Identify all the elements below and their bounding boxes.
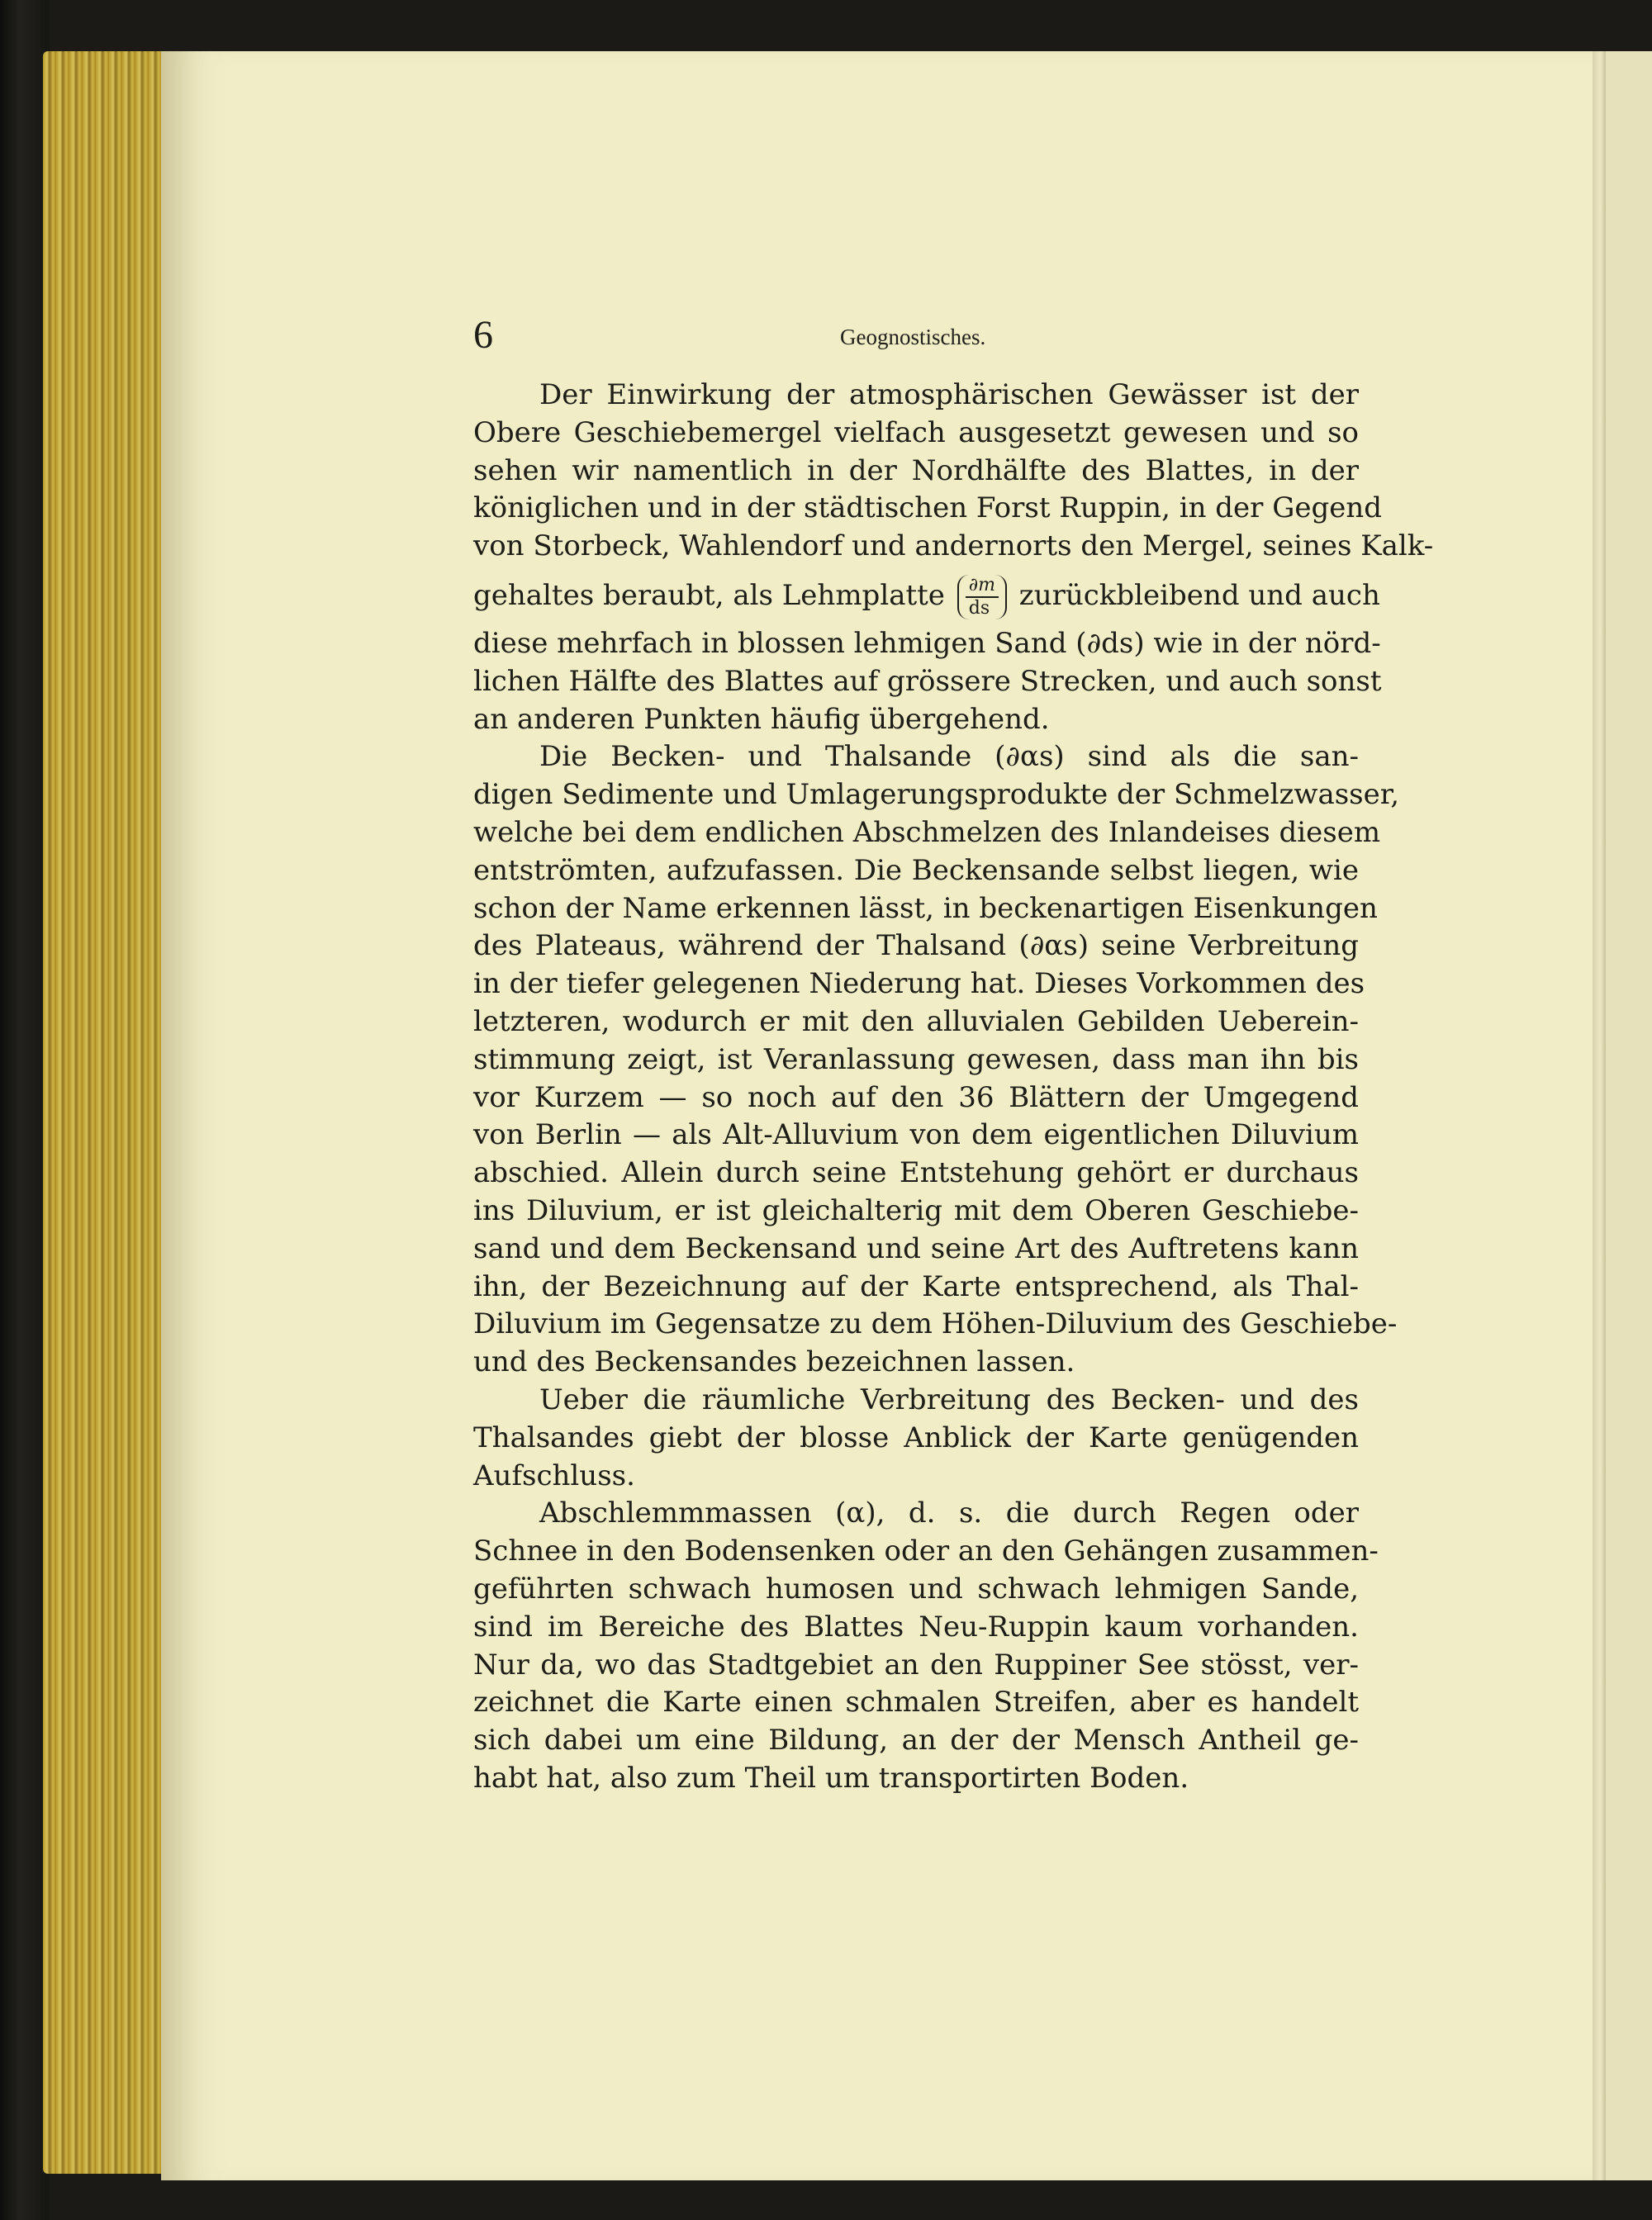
formula-fraction: [957, 575, 1007, 619]
text-line: von Berlin — als Alt-Alluvium von dem eigentlichen Diluvium: [473, 1118, 1359, 1152]
fraction-denominator: ds: [968, 597, 990, 619]
text-line: digen Sedimente und Umlagerungsprodukte der Schmelzwasser,: [473, 778, 1400, 812]
formula-after: zurückbleibend und auch: [1018, 578, 1380, 612]
text-line: Abschlemmmassen (α), d. s. die durch Regen oder: [539, 1497, 1359, 1530]
text-line: königlichen und in der städtischen Forst Ruppin, in der Gegend: [473, 491, 1383, 525]
text-line: stimmung zeigt, ist Veranlassung gewesen, dass man ihn bis: [473, 1042, 1359, 1076]
text-line: von Storbeck, Wahlendorf und andernorts den Mergel, seines Kalk-: [473, 529, 1434, 563]
text-line: Schnee in den Bodensenken oder an den Gehängen zusammen-: [473, 1535, 1379, 1568]
text-line: sehen wir namentlich in der Nordhälfte des Blattes, in der: [473, 453, 1359, 487]
text-line: Aufschluss.: [473, 1459, 635, 1492]
text-line: ins Diluvium, er ist gleichalterig mit dem Oberen Geschiebe-: [473, 1193, 1359, 1227]
text-line: schon der Name erkennen lässt, in beckenartigen Eisenkungen: [473, 891, 1378, 925]
book-cover: [0, 0, 50, 2220]
page-edges: [43, 51, 175, 2174]
paragraph: [473, 377, 1434, 738]
text-line: Die Becken- und Thalsande (∂αs) sind als die san-: [539, 740, 1359, 774]
next-page-edge: [1606, 51, 1652, 2180]
running-head: Geognostisches.: [840, 325, 986, 349]
formula-before: gehaltes beraubt, als Lehmplatte: [473, 578, 945, 612]
text-line: an anderen Punkten häufig übergehend.: [473, 702, 1050, 736]
text-line: Der Einwirkung der atmosphärischen Gewässer ist der: [539, 378, 1359, 411]
text-line: des Plateaus, während der Thalsand (∂αs) seine Verbreitung: [473, 929, 1359, 963]
text-line: habt hat, also zum Theil um transportirten Boden.: [473, 1761, 1189, 1795]
text-line: sand und dem Beckensand und seine Art des Auftretens kann: [473, 1231, 1359, 1265]
text-line: diese mehrfach in blossen lehmigen Sand (∂ds) wie in der nörd-: [473, 626, 1381, 660]
text-line: Thalsandes giebt der blosse Anblick der Karte genügenden: [473, 1421, 1359, 1454]
page-gutter: [1593, 51, 1606, 2180]
text-line: und des Beckensandes bezeichnen lassen.: [473, 1345, 1075, 1379]
text-line: vor Kurzem — so noch auf den 36 Blättern der Umgegend: [473, 1080, 1359, 1114]
text-line: ihn, der Bezeichnung auf der Karte entsprechend, als Thal-: [473, 1269, 1359, 1303]
body-text: [473, 377, 1434, 1798]
text-line: lichen Hälfte des Blattes auf grössere Strecken, und auch sonst: [473, 664, 1382, 698]
text-line: Diluvium im Gegensatze zu dem Höhen-Diluvium des Geschiebe-: [473, 1307, 1398, 1341]
text-line: letzteren, wodurch er mit den alluvialen Gebilden Ueberein-: [473, 1004, 1359, 1038]
paragraph: [473, 1495, 1379, 1797]
fraction-numerator: ∂m: [966, 575, 999, 598]
formula-line: [473, 566, 1380, 625]
text-line: abschied. Allein durch seine Entstehung gehört er durchaus: [473, 1156, 1359, 1190]
text-line: sind im Bereiche des Blattes Neu-Ruppin kaum vorhanden.: [473, 1610, 1359, 1644]
text-line: sich dabei um eine Bildung, an der der Mensch Antheil ge-: [473, 1724, 1359, 1758]
page-number: 6: [473, 313, 493, 357]
paragraph: [473, 1382, 1359, 1495]
text-line: welche bei dem endlichen Abschmelzen des Inlandeises diesem: [473, 815, 1381, 849]
text-line: in der tiefer gelegenen Niederung hat. Dieses Vorkommen des: [473, 967, 1365, 1001]
text-line: geführten schwach humosen und schwach lehmigen Sande,: [473, 1572, 1359, 1606]
text-line: Nur da, wo das Stadtgebiet an den Ruppiner See stösst, ver-: [473, 1648, 1359, 1682]
text-line: Obere Geschiebemergel vielfach ausgesetzt gewesen und so: [473, 415, 1359, 449]
page-header: [473, 312, 1359, 362]
text-line: Ueber die räumliche Verbreitung des Becken- und des: [539, 1383, 1359, 1416]
text-line: entströmten, aufzufassen. Die Beckensande selbst liegen, wie: [473, 853, 1359, 887]
text-line: zeichnet die Karte einen schmalen Streifen, aber es handelt: [473, 1686, 1359, 1720]
paragraph: [473, 738, 1400, 1382]
